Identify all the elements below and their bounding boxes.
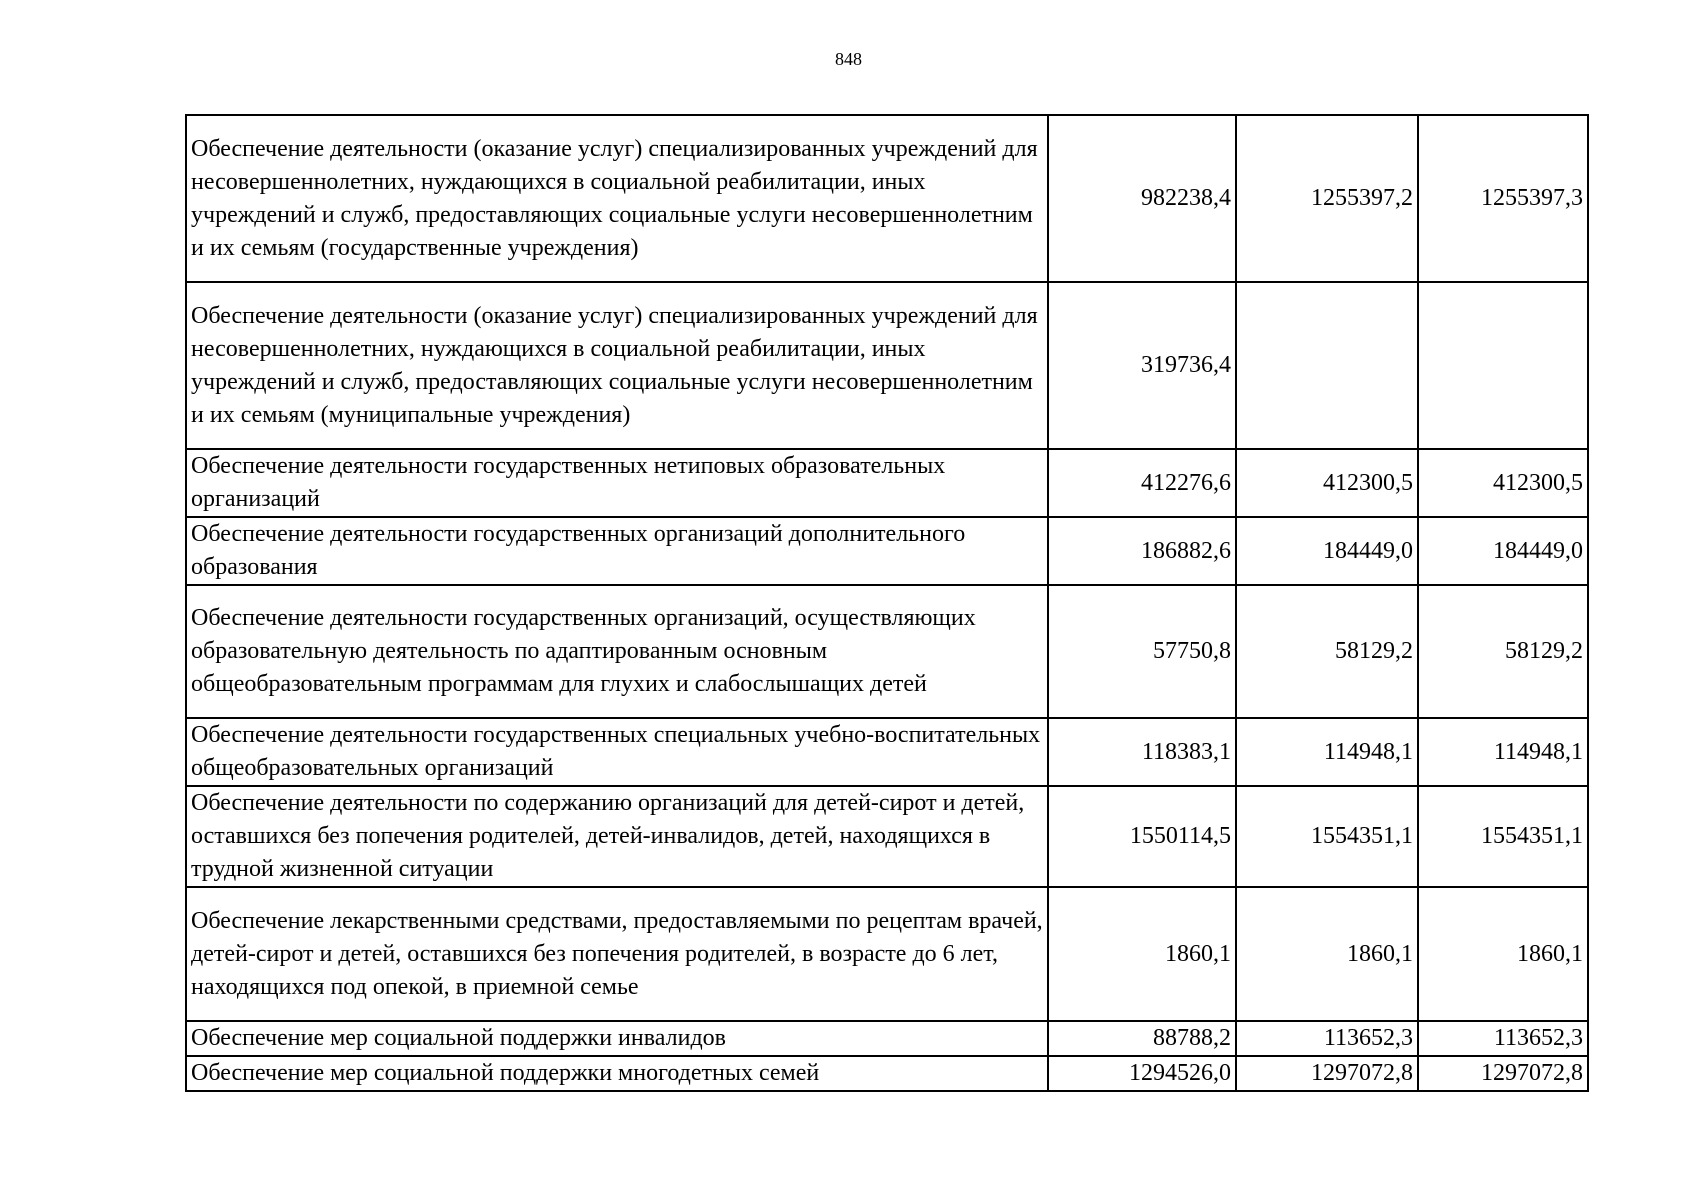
row-value-2: 113652,3 [1236, 1021, 1418, 1056]
row-value-2: 412300,5 [1236, 449, 1418, 517]
table-row [186, 517, 1588, 585]
row-name: Обеспечение деятельности государственных нетиповых образовательных организаций [186, 449, 1048, 517]
row-value-1: 57750,8 [1048, 585, 1236, 718]
row-value-1: 412276,6 [1048, 449, 1236, 517]
row-value-3: 58129,2 [1418, 585, 1588, 718]
row-value-3: 113652,3 [1418, 1021, 1588, 1056]
row-name: Обеспечение деятельности (оказание услуг) специализированных учреждений для несовершеннолетних, нуждающихся в социальной реабилитации, иных учреждений и служб, предоставляющих социальные услуги несовершеннолетним и их семьям (государственные учреждения) [186, 115, 1048, 282]
row-value-3: 412300,5 [1418, 449, 1588, 517]
table-row [186, 115, 1588, 282]
row-value-3: 1860,1 [1418, 887, 1588, 1021]
row-value-3: 184449,0 [1418, 517, 1588, 585]
row-name: Обеспечение деятельности государственных организаций дополнительного образования [186, 517, 1048, 585]
row-value-1: 186882,6 [1048, 517, 1236, 585]
table-row [186, 887, 1588, 1021]
table-row [186, 786, 1588, 887]
row-name: Обеспечение деятельности (оказание услуг) специализированных учреждений для несовершеннолетних, нуждающихся в социальной реабилитации, иных учреждений и служб, предоставляющих социальные услуги несовершеннолетним и их семьям (муниципальные учреждения) [186, 282, 1048, 449]
row-name: Обеспечение мер социальной поддержки инвалидов [186, 1021, 1048, 1056]
row-value-2: 1297072,8 [1236, 1056, 1418, 1091]
row-value-3: 114948,1 [1418, 718, 1588, 786]
row-name: Обеспечение деятельности государственных организаций, осуществляющих образовательную деятельность по адаптированным основным общеобразовательным программам для глухих и слабослышащих детей [186, 585, 1048, 718]
table-row [186, 1056, 1588, 1091]
row-value-2: 1255397,2 [1236, 115, 1418, 282]
table-row [186, 585, 1588, 718]
row-value-2: 114948,1 [1236, 718, 1418, 786]
row-value-3: 1554351,1 [1418, 786, 1588, 887]
row-name: Обеспечение деятельности по содержанию организаций для детей-сирот и детей, оставшихся без попечения родителей, детей-инвалидов, детей, находящихся в трудной жизненной ситуации [186, 786, 1048, 887]
row-value-2: 1860,1 [1236, 887, 1418, 1021]
table-row [186, 449, 1588, 517]
row-value-1: 1294526,0 [1048, 1056, 1236, 1091]
row-name: Обеспечение мер социальной поддержки многодетных семей [186, 1056, 1048, 1091]
row-name: Обеспечение деятельности государственных специальных учебно-воспитательных общеобразовательных организаций [186, 718, 1048, 786]
row-value-3 [1418, 282, 1588, 449]
row-value-3: 1297072,8 [1418, 1056, 1588, 1091]
row-name: Обеспечение лекарственными средствами, предоставляемыми по рецептам врачей, детей-сирот и детей, оставшихся без попечения родителей, в возрасте до 6 лет, находящихся под опекой, в приемной семье [186, 887, 1048, 1021]
table-row [186, 718, 1588, 786]
row-value-1: 1550114,5 [1048, 786, 1236, 887]
table-row [186, 1021, 1588, 1056]
row-value-2: 1554351,1 [1236, 786, 1418, 887]
row-value-1: 118383,1 [1048, 718, 1236, 786]
table-row [186, 282, 1588, 449]
row-value-1: 88788,2 [1048, 1021, 1236, 1056]
budget-table [185, 114, 1589, 1092]
page-number: 848 [835, 49, 862, 69]
row-value-2: 184449,0 [1236, 517, 1418, 585]
row-value-2: 58129,2 [1236, 585, 1418, 718]
row-value-2 [1236, 282, 1418, 449]
row-value-1: 982238,4 [1048, 115, 1236, 282]
row-value-1: 1860,1 [1048, 887, 1236, 1021]
row-value-3: 1255397,3 [1418, 115, 1588, 282]
row-value-1: 319736,4 [1048, 282, 1236, 449]
